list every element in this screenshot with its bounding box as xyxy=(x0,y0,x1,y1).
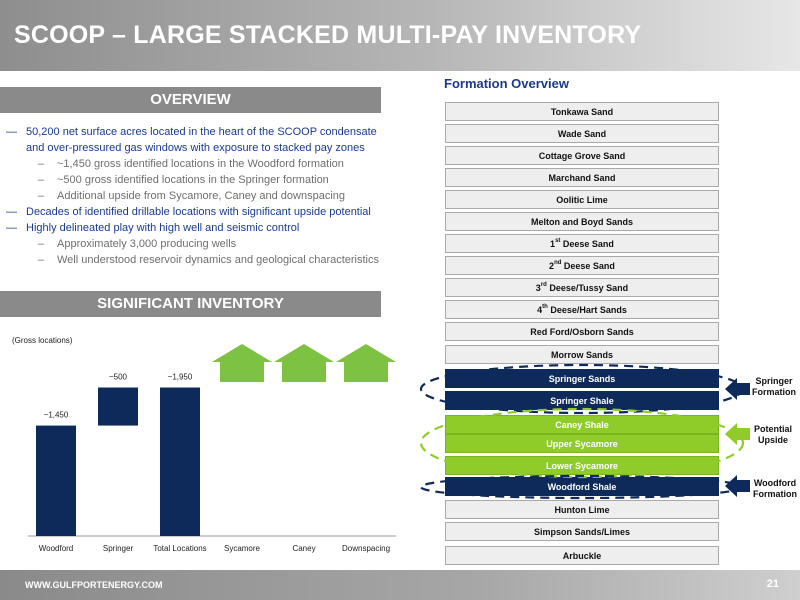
upside-house-icon xyxy=(274,344,334,382)
label-line: Upside xyxy=(757,435,788,445)
formation-layer: Woodford Shale xyxy=(445,477,719,496)
formation-layer: Hunton Lime xyxy=(445,500,719,519)
chart-category-label: Springer xyxy=(102,544,134,553)
chart-data-label: ~500 xyxy=(108,372,128,382)
bullet-text: Highly delineated play with high well and seismic control xyxy=(26,222,300,234)
dash-icon: – xyxy=(38,174,45,186)
inventory-chart xyxy=(0,326,400,560)
label-line: Formation xyxy=(752,387,796,397)
chart-category-label: Downspacing xyxy=(341,544,391,553)
overview-bullets xyxy=(6,124,384,268)
upside-arrow-icon xyxy=(725,423,750,445)
label-line: Formation xyxy=(753,489,797,499)
chart-category-label: Woodford xyxy=(38,544,74,553)
formation-layer: Lower Sycamore xyxy=(445,456,719,475)
formation-layer: Arbuckle xyxy=(445,546,719,565)
layer-text: Deese/Hart Sands xyxy=(547,305,627,315)
formation-layer xyxy=(445,300,719,319)
layer-superscript: rd xyxy=(540,282,547,288)
sub-bullet-text: ~500 gross identified locations in the Springer formation xyxy=(57,174,329,186)
bullet-item xyxy=(6,204,384,220)
label-line: Potential xyxy=(753,424,792,434)
sub-bullet-text: ~1,450 gross identified locations in the Woodford formation xyxy=(57,158,344,170)
sub-bullet-item xyxy=(6,236,384,252)
bullet-item xyxy=(6,220,384,236)
formation-layer xyxy=(445,278,719,297)
sub-bullet-item xyxy=(6,252,384,268)
chart-category-label: Total Locations xyxy=(153,544,207,553)
dash-icon: – xyxy=(38,190,45,202)
layer-superscript: st xyxy=(555,238,561,244)
chart-data-label: ~1,950 xyxy=(167,372,193,382)
chart-bar xyxy=(160,388,200,537)
dash-icon: – xyxy=(38,238,45,250)
dash-icon: — xyxy=(6,222,17,234)
dash-icon: – xyxy=(38,158,45,170)
sub-bullet-text: Approximately 3,000 producing wells xyxy=(57,238,237,250)
woodford-arrow-icon xyxy=(725,475,750,497)
chart-ylabel: (Gross locations) xyxy=(12,336,73,345)
layer-text: 4 xyxy=(537,305,543,315)
layer-text: 1 xyxy=(550,239,556,249)
label-line: Springer xyxy=(755,376,793,386)
upside-house-icon xyxy=(336,344,396,382)
layer-text: Deese Sand xyxy=(560,239,614,249)
formation-layer: Caney Shale xyxy=(445,415,719,434)
sub-bullet-item xyxy=(6,188,384,204)
chart-bar xyxy=(36,426,76,536)
bullet-item xyxy=(6,124,384,156)
potential-upside-label xyxy=(751,424,795,446)
layer-text: Deese Sand xyxy=(561,261,615,271)
springer-formation-label xyxy=(752,376,796,398)
chart-data-label: ~1,450 xyxy=(43,410,69,420)
title-bar xyxy=(0,0,800,71)
bullet-text: 50,200 net surface acres located in the heart of the SCOOP condensate and over-pressured gas windows with exposure to stacked pay zones xyxy=(26,126,377,154)
page-title: SCOOP – LARGE STACKED MULTI-PAY INVENTORY xyxy=(14,21,642,49)
footer-url[interactable]: WWW.GULFPORTENERGY.COM xyxy=(25,580,163,590)
dash-icon: – xyxy=(38,254,45,266)
layer-superscript: th xyxy=(542,304,548,310)
chart-category-label: Caney xyxy=(292,544,316,553)
bullet-text: Decades of identified drillable locations with significant upside potential xyxy=(26,206,371,218)
footer xyxy=(0,570,800,600)
dash-icon: — xyxy=(6,126,17,138)
upside-house-icon xyxy=(212,344,272,382)
sub-bullet-item xyxy=(6,156,384,172)
formation-layer: Springer Sands xyxy=(445,369,719,388)
layer-superscript: nd xyxy=(554,260,562,266)
page-number: 21 xyxy=(766,578,779,590)
inventory-heading: SIGNIFICANT INVENTORY xyxy=(0,291,381,317)
springer-arrow-icon xyxy=(725,378,750,400)
layer-text: Deese/Tussy Sand xyxy=(546,283,629,293)
formation-layer: Simpson Sands/Limes xyxy=(445,522,719,541)
sub-bullet-item xyxy=(6,172,384,188)
formation-layer: Springer Shale xyxy=(445,391,719,410)
formation-layer xyxy=(445,234,719,253)
sub-bullet-text: Additional upside from Sycamore, Caney and downspacing xyxy=(57,190,345,202)
formation-layer: Cottage Grove Sand xyxy=(445,146,719,165)
dash-icon: — xyxy=(6,206,17,218)
formation-layer xyxy=(445,256,719,275)
sub-bullet-text: Well understood reservoir dynamics and geological characteristics xyxy=(57,254,380,266)
inventory-chart-svg xyxy=(0,326,400,560)
formation-layer: Oolitic Lime xyxy=(445,190,719,209)
chart-bar xyxy=(98,388,138,426)
formation-layer: Melton and Boyd Sands xyxy=(445,212,719,231)
formation-layer: Wade Sand xyxy=(445,124,719,143)
formation-layer: Marchand Sand xyxy=(445,168,719,187)
formation-title: Formation Overview xyxy=(444,76,569,91)
label-line: Woodford xyxy=(753,478,797,488)
formation-layer: Upper Sycamore xyxy=(445,434,719,453)
formation-layer: Morrow Sands xyxy=(445,345,719,364)
layer-text: 3 xyxy=(535,283,541,293)
formation-layer: Red Ford/Osborn Sands xyxy=(445,322,719,341)
overview-heading: OVERVIEW xyxy=(0,87,381,113)
woodford-formation-label xyxy=(752,478,798,500)
layer-text: 2 xyxy=(549,261,555,271)
formation-layer: Tonkawa Sand xyxy=(445,102,719,121)
chart-category-label: Sycamore xyxy=(223,544,261,553)
